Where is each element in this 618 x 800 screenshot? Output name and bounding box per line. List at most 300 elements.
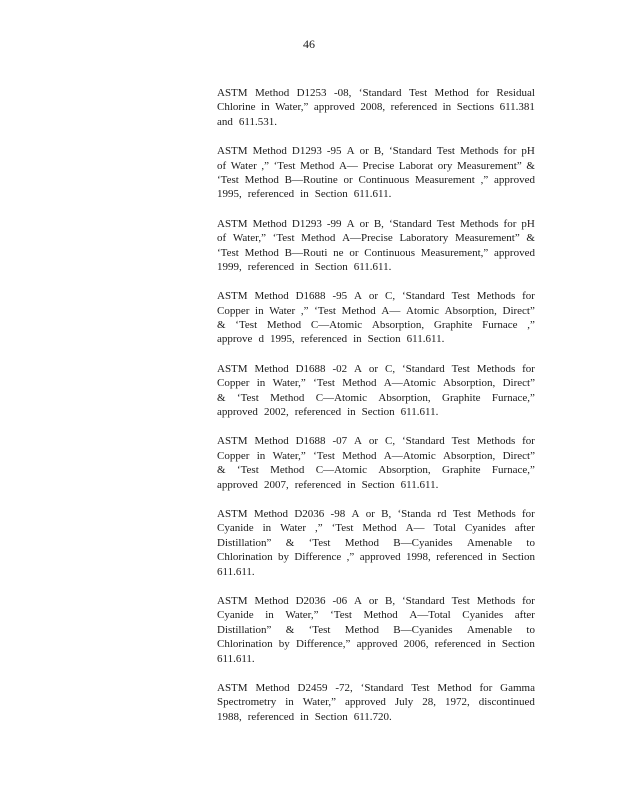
- entry-word: D2036: [294, 507, 325, 520]
- entry-word: Absorption,: [378, 464, 431, 477]
- entry-word: Method: [344, 536, 379, 549]
- entry-word: Laboratory: [399, 232, 449, 245]
- entry-word: ‘Test: [273, 159, 296, 172]
- entry-word: Furnace: [482, 319, 518, 332]
- entry-word: ‘Standa: [397, 507, 432, 520]
- entry-word: ‘Standard: [388, 217, 432, 230]
- entry-word: ,”: [315, 522, 323, 535]
- entry-word: referenced: [247, 710, 295, 723]
- entry-line: [217, 376, 535, 390]
- entry-word: &: [217, 391, 226, 404]
- entry-word: or: [365, 507, 375, 520]
- entry-word: Measurement”: [454, 232, 520, 245]
- entry-word: Copper: [217, 377, 250, 390]
- entry-word: &: [217, 319, 226, 332]
- entry-line: [217, 173, 535, 187]
- entry-word: ‘Test: [308, 623, 331, 636]
- entry-word: Residual: [496, 87, 535, 99]
- entry-word: Test: [411, 681, 430, 694]
- entry-word: Direct”: [502, 449, 535, 462]
- entry-word: ‘Standard: [401, 362, 445, 375]
- entry-word: D1253: [296, 87, 327, 99]
- entry-word: in: [256, 449, 266, 462]
- entry-word: ‘Standard: [358, 87, 402, 99]
- entry-word: C—Atomic: [315, 464, 368, 477]
- entry-word: or: [349, 246, 359, 259]
- entry-word: ‘Standard: [401, 435, 445, 448]
- entry-word: Absorption,: [443, 377, 496, 390]
- entry-word: C—Atomic: [310, 319, 363, 332]
- entry-word: ‘Standard: [401, 594, 445, 607]
- entry-word: ‘Test: [217, 173, 239, 186]
- entry-word: Measurement”: [456, 159, 522, 172]
- entry-word: A: [354, 362, 362, 375]
- entry-word: 1972,: [444, 696, 470, 709]
- entry-word: D1293: [291, 145, 322, 158]
- entry-word: A: [354, 594, 362, 607]
- entry-word: A—Atomic: [383, 377, 436, 390]
- entry-word: Test: [436, 217, 455, 230]
- entry-word: ‘Test: [217, 246, 239, 259]
- entry-word: Method: [266, 319, 302, 332]
- entry-word: in: [255, 304, 264, 317]
- entry-word: Test: [408, 87, 428, 99]
- entry-word: B—Routi: [284, 246, 328, 259]
- entry-word: for: [479, 681, 493, 694]
- entry-word: Measurement,”: [420, 246, 489, 259]
- entry-word: A—Total: [409, 609, 451, 622]
- entry-word: approved: [344, 696, 386, 709]
- entry-word: Method: [255, 681, 290, 694]
- entry-word: Distillation”: [217, 623, 272, 636]
- entry-line: [217, 565, 535, 579]
- entry-word: ‘Test: [313, 449, 335, 462]
- entry-word: 2008,: [360, 101, 386, 114]
- entry-word: &: [526, 159, 535, 172]
- entry-word: Method: [252, 145, 287, 158]
- entry-line: [217, 594, 535, 608]
- entry-line: [217, 449, 535, 463]
- entry-line: [217, 217, 535, 231]
- entry-word: 2002,: [263, 406, 289, 419]
- entry-word: in: [442, 101, 452, 114]
- entry-word: in: [256, 377, 266, 390]
- entry-word: Method: [363, 609, 398, 622]
- entry-line: [217, 637, 535, 651]
- entry-word: for: [503, 217, 517, 230]
- entry-line: [217, 463, 535, 477]
- entry-line: [217, 289, 535, 303]
- astm-method-entry: [217, 434, 535, 492]
- entry-word: ‘Standard: [388, 145, 432, 158]
- entry-word: -02: [332, 362, 348, 375]
- entry-word: Direct”: [502, 304, 535, 317]
- entry-word: Continuous: [358, 173, 410, 186]
- entry-word: 1995,: [269, 333, 295, 346]
- entry-word: Chlorination: [217, 551, 273, 564]
- entry-word: B—Routine: [284, 173, 338, 186]
- entry-word: ASTM: [217, 145, 248, 158]
- entry-word: Graphite: [442, 464, 481, 477]
- entry-word: approved: [494, 173, 535, 186]
- entry-word: for: [522, 362, 535, 375]
- entry-word: A—Atomic: [383, 449, 436, 462]
- entry-word: Section: [314, 710, 348, 723]
- entry-word: Method: [437, 681, 472, 694]
- entry-word: C,: [384, 435, 396, 448]
- entry-word: Water,”: [275, 101, 309, 114]
- entry-word: Section: [361, 478, 395, 491]
- entry-word: A: [354, 290, 362, 303]
- entry-word: referenced: [294, 406, 342, 419]
- entry-word: Method: [254, 594, 289, 607]
- entry-word: by: [278, 638, 290, 651]
- entry-word: rd: [437, 507, 447, 520]
- entry-word: D1293: [291, 217, 322, 230]
- entry-word: A—: [381, 304, 401, 317]
- entry-word: 611.611.: [217, 565, 255, 578]
- entry-word: Method: [301, 232, 336, 245]
- entry-word: &: [217, 464, 226, 477]
- entry-word: ‘Test: [308, 536, 331, 549]
- entry-word: Water,”: [272, 377, 306, 390]
- entry-word: approved: [356, 638, 398, 651]
- entry-word: ,”: [527, 319, 535, 332]
- entry-word: Method: [342, 377, 377, 390]
- entry-word: Absorption,: [443, 449, 496, 462]
- entry-word: ‘Test: [313, 377, 335, 390]
- entry-word: B,: [373, 145, 384, 158]
- entry-word: Cyanide: [217, 609, 254, 622]
- entry-word: Method: [254, 290, 289, 303]
- entry-word: -72,: [335, 681, 353, 694]
- entry-word: B,: [373, 217, 384, 230]
- entry-word: Water,”: [302, 696, 336, 709]
- entry-word: Method: [270, 464, 305, 477]
- entry-word: B—Cyanides: [393, 536, 453, 549]
- entry-word: by: [278, 551, 290, 564]
- entry-line: [217, 187, 535, 201]
- entry-word: referenced: [434, 638, 482, 651]
- entry-word: Methods: [460, 145, 499, 158]
- entry-line: [217, 391, 535, 405]
- entry-word: &: [526, 232, 535, 245]
- entry-word: Test: [451, 362, 470, 375]
- entry-word: B—Cyanides: [393, 623, 453, 636]
- entry-word: referenced: [436, 551, 483, 564]
- entry-word: Copper: [217, 449, 250, 462]
- entry-word: 611.611.: [353, 188, 392, 201]
- entry-word: Methods: [460, 217, 499, 230]
- entry-word: B,: [384, 594, 396, 607]
- entry-word: 611.611.: [353, 260, 392, 273]
- entry-word: C,: [384, 290, 396, 303]
- entry-word: ASTM: [217, 681, 248, 694]
- entry-word: ASTM: [217, 362, 248, 375]
- entry-word: Methods: [477, 507, 516, 520]
- entry-word: 28,: [422, 696, 436, 709]
- entry-word: in: [261, 101, 270, 114]
- entry-word: 1998,: [406, 551, 431, 564]
- entry-word: Graphite: [442, 391, 481, 404]
- entry-word: for: [522, 435, 535, 448]
- entry-word: in: [262, 522, 272, 535]
- entry-line: [217, 332, 535, 346]
- page-number: 46: [303, 37, 315, 51]
- entry-word: to: [526, 536, 535, 549]
- entry-word: referenced: [300, 333, 348, 346]
- entry-line: [217, 260, 535, 274]
- entry-word: in: [353, 333, 362, 346]
- entry-word: Difference,”: [295, 638, 351, 651]
- entry-word: Methods: [476, 435, 516, 448]
- entry-word: Water,”: [272, 449, 306, 462]
- entry-word: Chlorination: [217, 638, 273, 651]
- entry-word: -06: [332, 594, 348, 607]
- entry-word: Precise: [362, 159, 395, 172]
- entry-word: Test: [452, 507, 471, 520]
- entry-word: ASTM: [217, 435, 248, 448]
- astm-method-entry: [217, 289, 535, 347]
- entry-word: Section: [361, 406, 395, 419]
- entry-word: or: [368, 435, 379, 448]
- entry-line: [217, 115, 535, 129]
- entry-word: Method: [254, 435, 289, 448]
- entry-word: Amenable: [466, 623, 513, 636]
- entry-line: [217, 536, 535, 550]
- entry-word: for: [522, 594, 535, 607]
- entry-word: Copper: [217, 304, 250, 317]
- entry-word: 611.720.: [353, 710, 392, 723]
- astm-method-entry: [217, 362, 535, 420]
- entry-word: ory: [437, 159, 453, 172]
- entry-word: Absorption,: [371, 319, 425, 332]
- entry-word: Atomic: [406, 304, 439, 317]
- entry-word: approved: [494, 246, 535, 259]
- entry-word: -98: [330, 507, 346, 520]
- entry-word: D2036: [295, 594, 326, 607]
- entry-word: ,”: [300, 304, 309, 317]
- entry-word: ‘Test: [236, 464, 259, 477]
- entry-word: 1988,: [217, 710, 242, 723]
- entry-word: and: [217, 115, 233, 128]
- entry-word: Test: [436, 145, 455, 158]
- astm-method-list: [217, 86, 535, 739]
- entry-word: C,: [384, 362, 396, 375]
- entry-word: Method: [252, 217, 287, 230]
- entry-word: ASTM: [217, 290, 248, 303]
- astm-method-entry: [217, 507, 535, 579]
- entry-word: 611.611.: [406, 333, 445, 346]
- entry-word: A: [351, 507, 360, 520]
- entry-word: in: [347, 406, 356, 419]
- entry-word: ‘Standard: [401, 290, 445, 303]
- entry-word: Total: [433, 522, 456, 535]
- entry-word: referenced: [247, 260, 295, 273]
- entry-word: July: [394, 696, 414, 709]
- entry-word: Absorption,: [378, 391, 431, 404]
- entry-word: 611.531.: [238, 115, 277, 128]
- entry-word: 2006,: [403, 638, 429, 651]
- entry-line: [217, 695, 535, 709]
- entry-word: D1688: [295, 290, 326, 303]
- entry-word: Method: [341, 304, 376, 317]
- entry-word: ‘Test: [330, 609, 352, 622]
- entry-word: approve: [217, 333, 253, 346]
- entry-word: Difference: [294, 551, 342, 564]
- entry-word: in: [265, 609, 274, 622]
- entry-word: Furnace,”: [491, 391, 535, 404]
- entry-word: or: [368, 290, 379, 303]
- astm-method-entry: [217, 86, 535, 129]
- entry-word: Section: [501, 638, 535, 651]
- entry-word: in: [285, 696, 294, 709]
- entry-word: of: [217, 159, 227, 172]
- entry-word: Cyanide: [217, 522, 254, 535]
- entry-word: or: [343, 173, 353, 186]
- entry-word: Measurement: [414, 173, 475, 186]
- entry-word: Gamma: [500, 681, 535, 694]
- entry-word: D1688: [295, 435, 326, 448]
- entry-word: 611.381: [499, 101, 535, 114]
- entry-line: [217, 507, 535, 521]
- entry-word: in: [300, 260, 309, 273]
- entry-line: [217, 681, 535, 695]
- entry-word: Direct”: [502, 377, 535, 390]
- astm-method-entry: [217, 594, 535, 666]
- entry-word: Test: [451, 290, 470, 303]
- entry-word: Water,”: [232, 232, 267, 245]
- entry-word: ‘Test: [235, 319, 258, 332]
- entry-word: 1999,: [217, 260, 242, 273]
- entry-line: [217, 304, 535, 318]
- entry-word: referenced: [390, 101, 438, 114]
- entry-word: B,: [381, 507, 392, 520]
- entry-word: Method: [270, 391, 305, 404]
- entry-word: approved: [217, 406, 258, 419]
- entry-word: ‘Test: [272, 232, 295, 245]
- entry-line: [217, 521, 535, 535]
- entry-word: Spectrometry: [217, 696, 277, 709]
- entry-word: Laborat: [398, 159, 434, 172]
- entry-word: Section: [367, 333, 401, 346]
- entry-word: Method: [342, 449, 377, 462]
- entry-word: referenced: [247, 188, 295, 201]
- entry-word: Method: [253, 507, 289, 520]
- astm-method-entry: [217, 144, 535, 202]
- entry-word: ,”: [480, 173, 489, 186]
- entry-word: A—Precise: [342, 232, 393, 245]
- entry-line: [217, 608, 535, 622]
- entry-word: &: [285, 536, 295, 549]
- entry-word: C—Atomic: [315, 391, 368, 404]
- entry-word: Amenable: [466, 536, 513, 549]
- entry-word: for: [522, 290, 535, 303]
- entry-word: Water,”: [285, 609, 319, 622]
- entry-line: [217, 478, 535, 492]
- entry-word: ‘Test: [331, 522, 354, 535]
- entry-word: -07: [332, 435, 348, 448]
- entry-word: Method: [362, 522, 397, 535]
- entry-word: or: [359, 145, 369, 158]
- entry-line: [217, 362, 535, 376]
- entry-word: for: [476, 87, 490, 99]
- entry-line: [217, 623, 535, 637]
- entry-word: Continuous: [364, 246, 415, 259]
- entry-word: in: [347, 478, 356, 491]
- entry-word: approved: [359, 551, 401, 564]
- entry-word: Method: [434, 87, 469, 99]
- entry-word: Sections: [456, 101, 495, 114]
- entry-word: approved: [313, 101, 355, 114]
- entry-word: D2459: [297, 681, 328, 694]
- entry-line: [217, 100, 535, 114]
- entry-word: Method: [244, 173, 279, 186]
- entry-word: -95: [332, 290, 348, 303]
- entry-word: for: [522, 507, 535, 520]
- entry-word: 611.611.: [217, 652, 255, 665]
- entry-word: -99: [326, 217, 342, 230]
- entry-word: 2007,: [263, 478, 289, 491]
- entry-word: ASTM: [217, 507, 248, 520]
- entry-word: ASTM: [217, 217, 248, 230]
- entry-word: Method: [244, 246, 279, 259]
- entry-word: Section: [501, 551, 535, 564]
- entry-word: Absorption,: [444, 304, 497, 317]
- entry-word: -95: [326, 145, 342, 158]
- entry-word: Method: [300, 159, 335, 172]
- entry-word: Cyanides: [464, 522, 506, 535]
- entry-word: in: [300, 188, 309, 201]
- entry-line: [217, 159, 535, 173]
- entry-word: ASTM: [217, 594, 248, 607]
- astm-method-entry: [217, 217, 535, 275]
- entry-word: pH: [521, 145, 535, 158]
- entry-word: Graphite: [433, 319, 473, 332]
- entry-word: D1688: [295, 362, 326, 375]
- entry-word: ne: [333, 246, 344, 259]
- entry-word: -08,: [333, 87, 352, 99]
- entry-word: d: [258, 333, 264, 346]
- entry-word: or: [359, 217, 369, 230]
- entry-word: Furnace,”: [491, 464, 535, 477]
- entry-word: ,”: [346, 551, 355, 564]
- entry-word: Water: [269, 304, 296, 317]
- entry-word: 611.611.: [400, 478, 439, 491]
- astm-method-entry: [217, 681, 535, 724]
- entry-word: A: [354, 435, 362, 448]
- entry-line: [217, 550, 535, 564]
- entry-word: referenced: [294, 478, 342, 491]
- entry-word: ,”: [261, 159, 270, 172]
- entry-line: [217, 86, 535, 100]
- entry-word: &: [285, 623, 295, 636]
- entry-word: Distillation”: [217, 536, 272, 549]
- entry-line: [217, 652, 535, 666]
- entry-word: Section: [314, 260, 348, 273]
- entry-word: approved: [217, 478, 258, 491]
- entry-word: ‘Standard: [360, 681, 404, 694]
- entry-word: 611.611.: [400, 406, 439, 419]
- entry-word: A—: [405, 522, 425, 535]
- entry-word: ‘Test: [314, 304, 336, 317]
- entry-word: after: [514, 522, 535, 535]
- entry-word: after: [514, 609, 535, 622]
- entry-word: Method: [254, 87, 290, 99]
- entry-word: or: [368, 362, 379, 375]
- entry-word: Methods: [476, 362, 516, 375]
- entry-word: in: [300, 710, 309, 723]
